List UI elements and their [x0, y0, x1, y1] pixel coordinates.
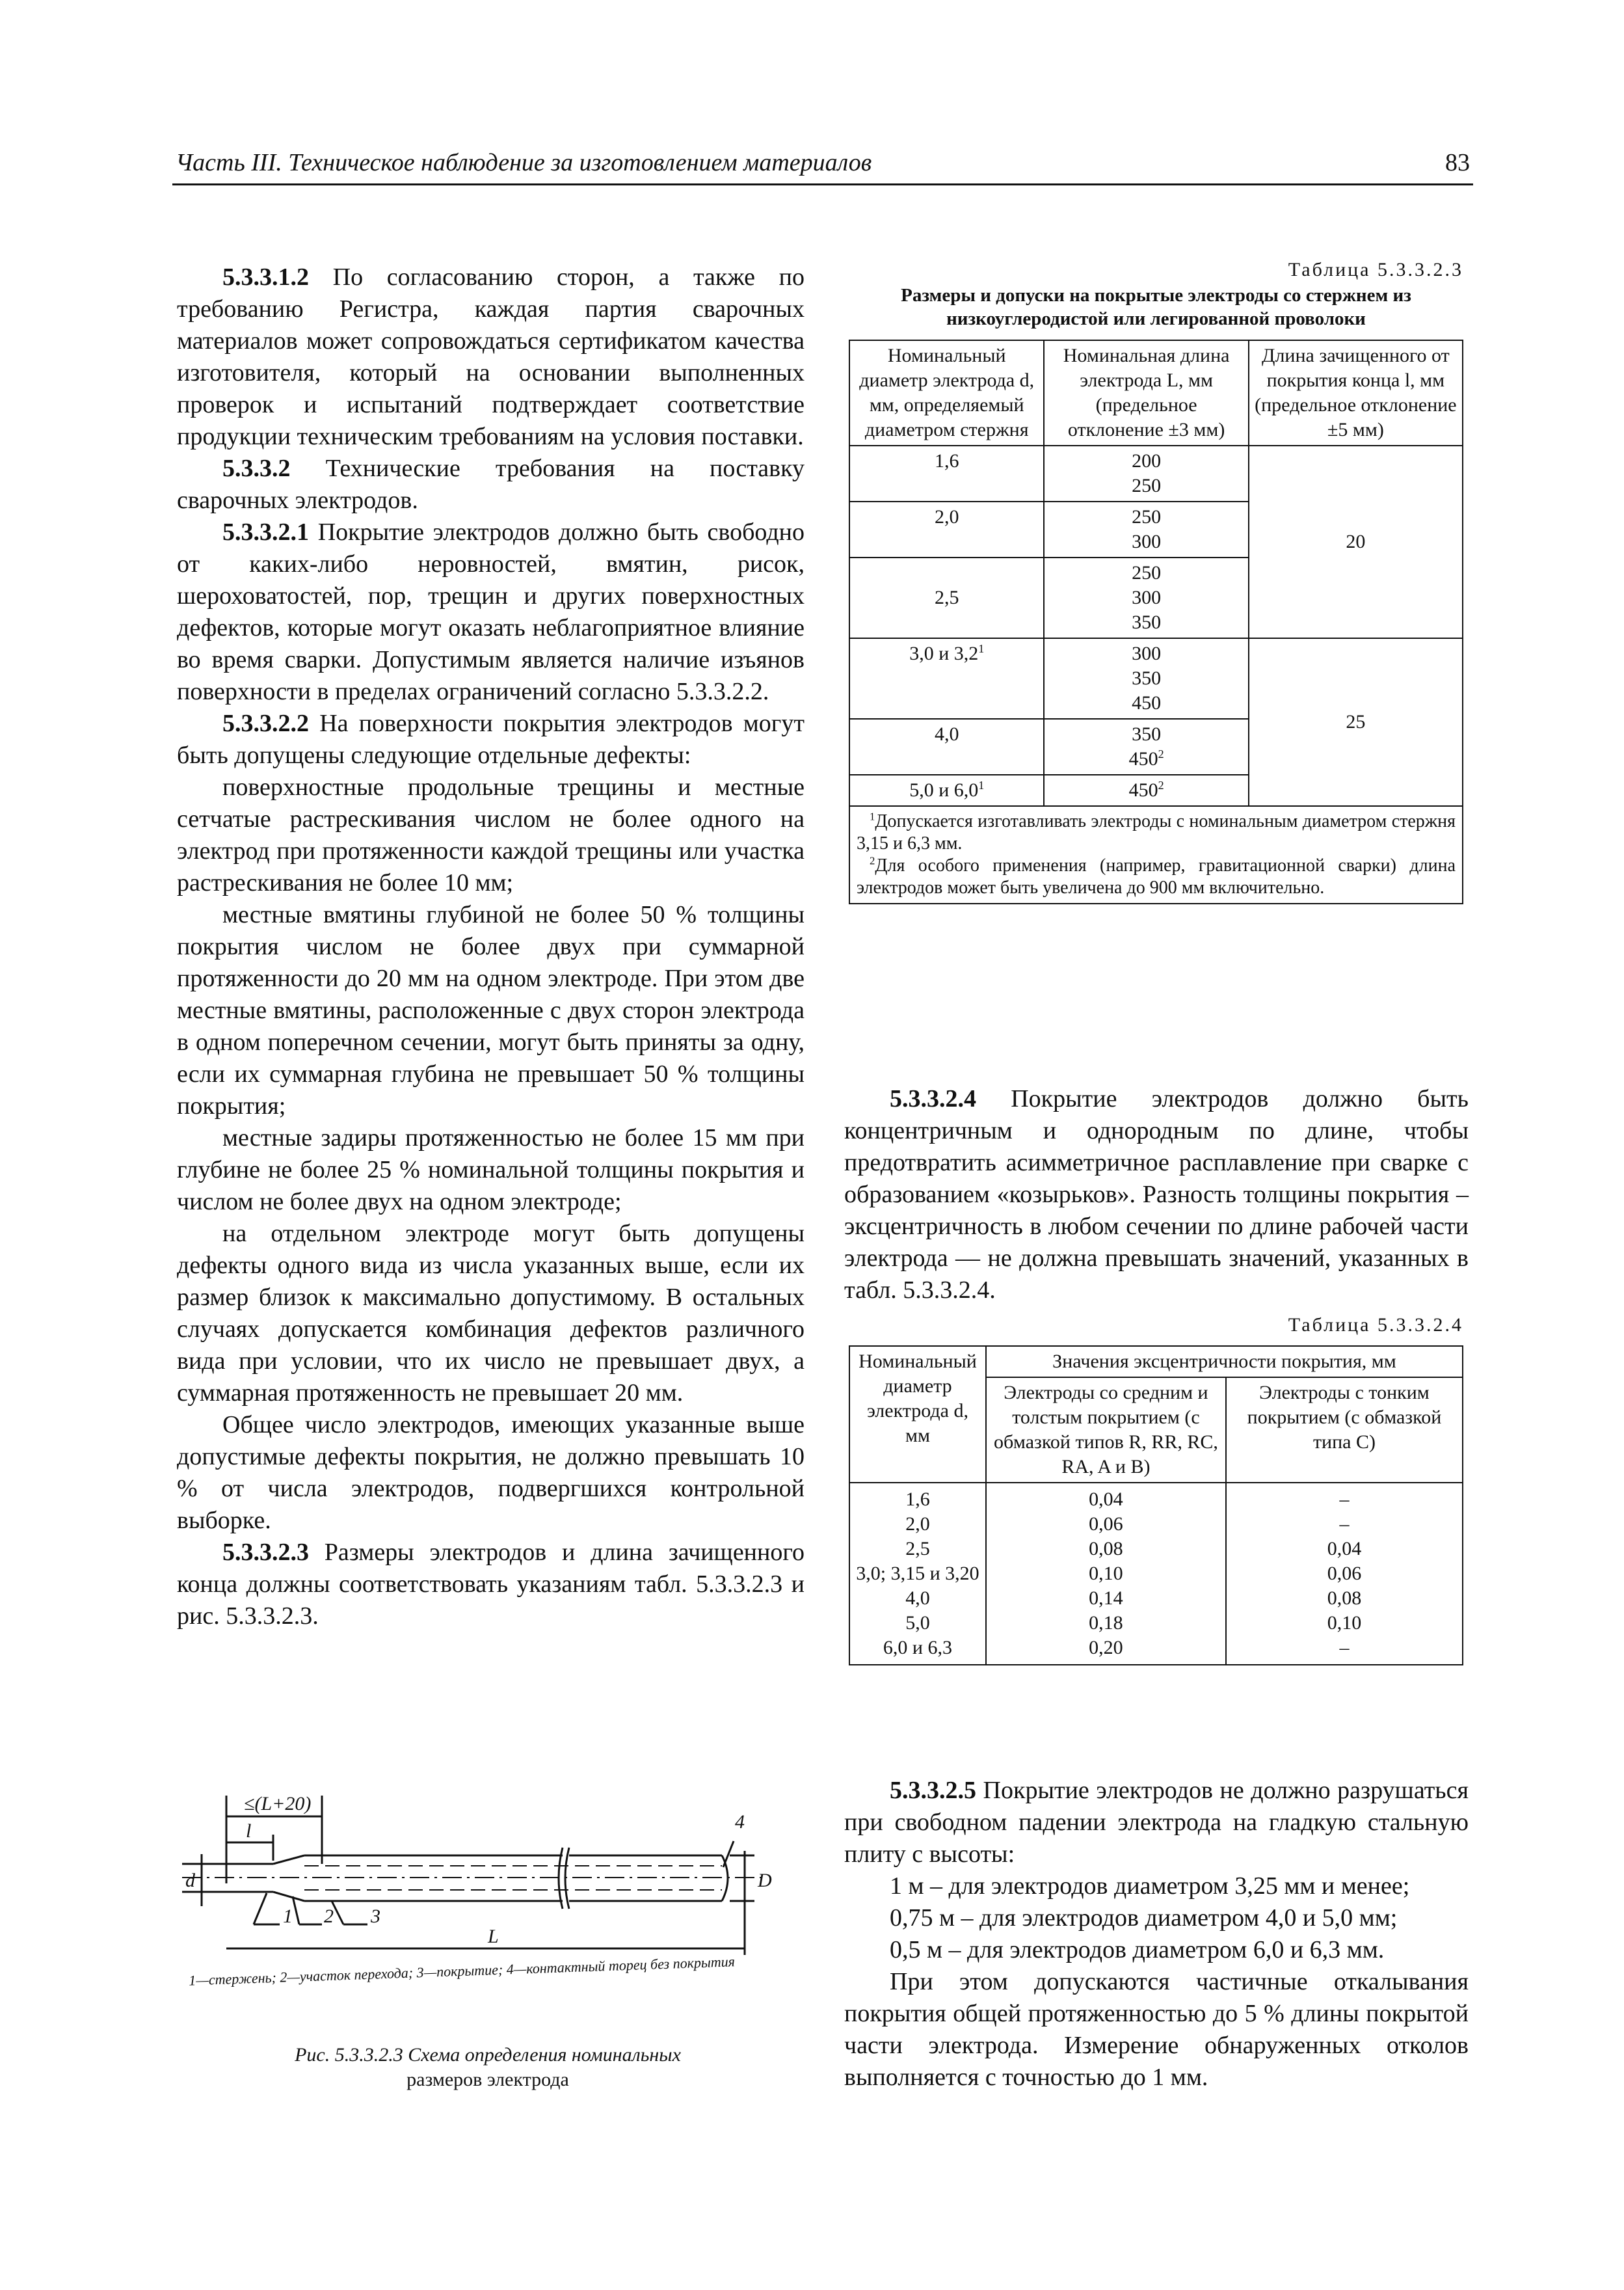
- footnote-1: $^1$Допускается изготавливать электроды с номинальным диаметром стержня 3,15 и 6,3 мм.: [857, 810, 1456, 854]
- paragraph-chipping: При этом допускаются частичные откалывания покрытия общей протяженностью до 5 % длины покрытой части электрода. Измерение обнаруженных отколов выполняется с точностью до 1 мм.: [844, 1968, 1469, 2091]
- clause-text: Покрытие электродов должно быть концентричным и однородным по длине, чтобы предотвратить асимметричное расплавление при сварке с образованием «козырьков». Разность толщины покрытия – эксцентричность в любом сечении по длине рабочей части электрода — не должна превышать значений, указанных в табл. 5.3.3.2.4.: [844, 1085, 1469, 1304]
- cell-diameter: 5,0 и $6,0^1$: [849, 775, 1044, 806]
- paragraph-5-3-3-2-5: [844, 1775, 1469, 1870]
- cell-length: 250 300: [1044, 502, 1248, 558]
- cell-length: 200 250: [1044, 446, 1248, 502]
- defect-item-dents: местные вмятины глубиной не более 50 % толщины покрытия числом не более двух при суммарной протяженности до 20 мм на одном электроде. При этом две местные вмятины, расположенные с двух сторон электрода в одном поперечном сечении, могут быть приняты за одну, если их суммарная глубина не превышает 50 % толщины покрытия;: [177, 901, 805, 1120]
- cell-length: 350 $450^2$: [1044, 719, 1248, 775]
- cell-diameter-list: 1,6 2,0 2,5 3,0; 3,15 и 3,20 4,0 5,0 6,0 и 6,3: [849, 1483, 986, 1665]
- drop-height-1: 1 м – для электродов диаметром 3,25 мм и менее;: [890, 1872, 1410, 1900]
- paragraph-5-3-3-2-4: [844, 1083, 1469, 1306]
- defect-item-scuffs: местные задиры протяженностью не более 15 мм при глубине не более 25 % номинальной толщины покрытия и числом не более двух на одном электроде;: [177, 1124, 805, 1215]
- cell-diameter: 1,6: [849, 446, 1044, 502]
- clause-text: Размеры электродов и длина зачищенного конца должны соответствовать указаниям табл. 5.3.3.2.3 и рис. 5.3.3.2.3.: [177, 1539, 805, 1630]
- clause-text: Технические требования на поставку сварочных электродов.: [177, 455, 805, 514]
- table-5-3-3-2-3-block: [849, 259, 1463, 904]
- cell-diameter: 2,5: [849, 558, 1044, 638]
- label-max-length: ≤(L+20): [244, 1793, 312, 1814]
- table-caption: Таблица 5.3.3.2.4: [1288, 1314, 1463, 1336]
- cell-diameter: 2,0: [849, 502, 1044, 558]
- right-column-lower: [844, 1775, 1469, 2094]
- drop-height-3: 0,5 м – для электродов диаметром 6,0 и 6,3 мм.: [890, 1936, 1385, 1963]
- clause-number: 5.3.3.2: [222, 455, 291, 482]
- left-column: [177, 262, 805, 1632]
- table-row: [849, 638, 1463, 719]
- cell-diameter: 4,0: [849, 719, 1044, 775]
- paragraph-5-3-3-2-3: [177, 1537, 805, 1632]
- label-D: D: [758, 1870, 772, 1891]
- cell-length: 300 350 450: [1044, 638, 1248, 719]
- drop-height-2: 0,75 м – для электродов диаметром 4,0 и 5,0 мм;: [890, 1904, 1398, 1932]
- table-row: [849, 446, 1463, 502]
- col-header-diameter: Номинальный диаметр электрода d, мм, определяемый диаметром стержня: [849, 340, 1044, 446]
- paragraph-5-3-3-1-2: [177, 262, 805, 453]
- callout-1: 1: [283, 1906, 293, 1927]
- clause-text: По согласованию сторон, а также по требованию Регистра, каждая партия сварочных материалов может сопровождаться сертификатом качества изготовителя, который на основании выполненных проверок и испытаний подтверждает соответствие продукции техническим требованиям на условия поставки.: [177, 263, 805, 450]
- table-title: Размеры и допуски на покрытые электроды со стержнем из низкоуглеродистой или легированной проволоки: [901, 285, 1411, 329]
- cell-length: 250 300 350: [1044, 558, 1248, 638]
- col-header-thick-coating: Электроды со средним и толстым покрытием (с обмазкой типов R, RR, RC, RA, A и B): [986, 1377, 1226, 1483]
- cell-thin-list: – – 0,04 0,06 0,08 0,10 –: [1226, 1483, 1463, 1665]
- cell-diameter: 3,0 и $3,2^1$: [849, 638, 1044, 719]
- figure-legend: 1—стержень; 2—участок перехода; 3—покрытие; 4—контактный торец без покрытия: [188, 1953, 736, 1989]
- header-title: Часть III. Техническое наблюдение за изготовлением материалов: [176, 149, 872, 176]
- table-caption: Таблица 5.3.3.2.3: [1288, 259, 1463, 280]
- callout-3: 3: [371, 1906, 380, 1927]
- figure-caption: [176, 2043, 800, 2092]
- clause-number: 5.3.3.2.3: [222, 1539, 309, 1566]
- col-header-eccentricity: Значения эксцентричности покрытия, мм: [986, 1346, 1463, 1377]
- electrode-figure: [182, 1783, 800, 1971]
- callout-4: 4: [735, 1811, 745, 1833]
- paragraph-5-3-3-2-1: [177, 517, 805, 708]
- table-5-3-3-2-4-block: [849, 1314, 1463, 1665]
- label-l: l: [246, 1820, 252, 1842]
- clause-text: Покрытие электродов должно быть свободно от каких-либо неровностей, вмятин, рисок, шероховатостей, пор, трещин и других поверхностных дефектов, которые могут оказать неблагоприятное влияние во время сварки. Допустимым является наличие изъянов поверхности в пределах ограничений согласно 5.3.3.2.2.: [177, 519, 805, 705]
- defect-item-combination: на отдельном электроде могут быть допущены дефекты одного вида из числа указанных выше, если их размер близок к максимально допустимому. В остальных случаях допускается комбинация дефектов различного вида при условии, что их число не превышает двух, а суммарная протяженность не превышает 20 мм.: [177, 1220, 805, 1407]
- col-header-length: Номинальная длина электрода L, мм (предельное отклонение ±3 мм): [1044, 340, 1248, 446]
- cell-clean-end-group-1: 20: [1249, 446, 1463, 638]
- footnote-2: $^2$Для особого применения (например, гравитационной сварки) длина электродов может быть увеличена до 900 мм включительно.: [857, 854, 1456, 898]
- table-electrode-dimensions: [849, 340, 1463, 904]
- label-d: d: [185, 1870, 195, 1891]
- cell-clean-end-group-2: 25: [1249, 638, 1463, 806]
- cell-length: $450^2$: [1044, 775, 1248, 806]
- defect-item-cracks: поверхностные продольные трещины и местные сетчатые растрескивания числом не более одного на электрод при протяженности каждой трещины или участка растрескивания не более 10 мм;: [177, 774, 805, 896]
- paragraph-5-3-3-2: [177, 453, 805, 517]
- clause-text: Покрытие электродов не должно разрушаться при свободном падении электрода на гладкую стальную плиту с высоты:: [844, 1777, 1469, 1868]
- page-number: 83: [1445, 149, 1470, 176]
- table-eccentricity: [849, 1345, 1463, 1665]
- clause-number: 5.3.3.2.5: [890, 1777, 976, 1804]
- clause-number: 5.3.3.2.4: [890, 1085, 976, 1112]
- figure-caption-line-2: размеров электрода: [406, 2069, 569, 2090]
- col-header-diameter: Номинальный диаметр электрода d, мм: [849, 1346, 986, 1483]
- paragraph-5-3-3-2-2: [177, 708, 805, 772]
- col-header-clean-end: Длина зачищенного от покрытия конца l, мм (предельное отклонение ±5 мм): [1249, 340, 1463, 446]
- callout-2: 2: [324, 1906, 334, 1927]
- clause-number: 5.3.3.1.2: [222, 263, 309, 291]
- figure-caption-line-1: Рис. 5.3.3.2.3 Схема определения номинальных: [295, 2044, 681, 2066]
- clause-number: 5.3.3.2.2: [222, 710, 309, 737]
- label-L: L: [488, 1926, 499, 1947]
- cell-thick-list: 0,04 0,06 0,08 0,10 0,14 0,18 0,20: [986, 1483, 1226, 1665]
- paragraph-total-defects: Общее число электродов, имеющих указанные выше допустимые дефекты покрытия, не должно превышать 10 % от числа электродов, подвергшихся контрольной выборке.: [177, 1411, 805, 1534]
- clause-number: 5.3.3.2.1: [222, 519, 309, 546]
- right-column-upper: [844, 1083, 1469, 1306]
- table-body: [849, 1483, 1463, 1665]
- table-footnotes: [849, 806, 1463, 904]
- clause-text: На поверхности покрытия электродов могут быть допущены следующие отдельные дефекты:: [177, 710, 805, 769]
- running-header: [172, 144, 1473, 185]
- col-header-thin-coating: Электроды с тонким покрытием (с обмазкой типа C): [1226, 1377, 1463, 1483]
